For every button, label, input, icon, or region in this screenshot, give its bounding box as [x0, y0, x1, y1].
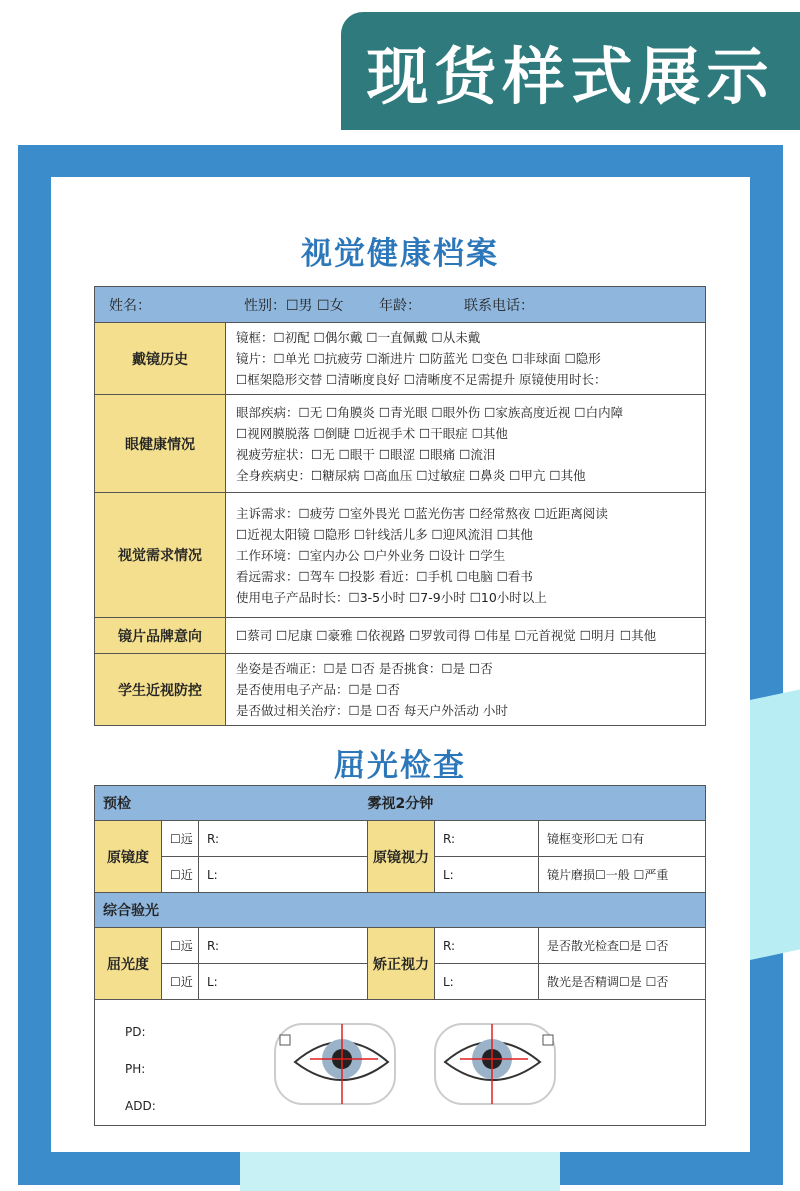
add-field[interactable]: ADD: [125, 1099, 156, 1113]
section-label: 眼健康情况 [95, 395, 226, 493]
section-label: 视觉需求情况 [95, 493, 226, 618]
section-label: 学生近视防控 [95, 654, 226, 726]
left-checkbox-icon[interactable] [280, 1035, 290, 1045]
corr-l-field[interactable]: L: [435, 964, 539, 1000]
option-line[interactable]: 眼部疾病：☐无 ☐角膜炎 ☐青光眼 ☐眼外伤 ☐家族高度近视 ☐白内障 [236, 404, 624, 420]
header-row [95, 287, 706, 323]
astig-check[interactable]: 是否散光检查☐是 ☐否 [539, 928, 706, 964]
option-line[interactable]: 使用电子产品时长：☐3-5小时 ☐7-9小时 ☐10小时以上 [236, 589, 547, 605]
orig-vision-l[interactable]: L: [435, 857, 539, 893]
section-content [226, 395, 706, 493]
pd-field[interactable]: PD: [125, 1025, 146, 1039]
far-checkbox[interactable]: ☐远 [162, 928, 199, 964]
orig-r-field[interactable]: R: [199, 821, 368, 857]
banner-title: 现货样式展示 [366, 39, 775, 113]
section-label: 镜片品牌意向 [95, 618, 226, 654]
lens-wear[interactable]: 镜片磨损☐一般 ☐严重 [539, 857, 706, 893]
phone-field[interactable]: 联系电话： [464, 297, 534, 314]
eye-diagram [270, 1018, 570, 1110]
fog-label: 雾视2分钟 [368, 786, 706, 821]
vision-record-table [94, 286, 706, 726]
option-line[interactable]: ☐近视太阳镜 ☐隐形 ☐针线活儿多 ☐迎风流泪 ☐其他 [236, 526, 533, 542]
section-content [226, 323, 706, 395]
section-label: 戴镜历史 [95, 323, 226, 395]
near-checkbox[interactable]: ☐近 [162, 964, 199, 1000]
option-line[interactable]: 主诉需求：☐疲劳 ☐室外畏光 ☐蓝光伤害 ☐经常熬夜 ☐近距离阅读 [236, 505, 608, 521]
banner [341, 12, 800, 130]
option-line[interactable]: 全身疾病史：☐糖尿病 ☐高血压 ☐过敏症 ☐鼻炎 ☐甲亢 ☐其他 [236, 467, 586, 483]
far-checkbox[interactable]: ☐远 [162, 821, 199, 857]
astig-fine[interactable]: 散光是否精调☐是 ☐否 [539, 964, 706, 1000]
refr-l-field[interactable]: L: [199, 964, 368, 1000]
option-line[interactable]: ☐蔡司 ☐尼康 ☐豪雅 ☐依视路 ☐罗敦司得 ☐伟星 ☐元首视觉 ☐明月 ☐其他 [236, 628, 657, 643]
option-line[interactable]: 看远需求：☐驾车 ☐投影 看近：☐手机 ☐电脑 ☐看书 [236, 568, 533, 584]
right-checkbox-icon[interactable] [543, 1035, 553, 1045]
gender-field[interactable]: 性别：☐男 ☐女 [244, 297, 344, 314]
option-line[interactable]: ☐视网膜脱落 ☐倒睫 ☐近视手术 ☐干眼症 ☐其他 [236, 425, 508, 441]
option-line[interactable]: 镜框：☐初配 ☐偶尔戴 ☐一直佩戴 ☐从未戴 [236, 330, 481, 345]
section-content [226, 618, 706, 654]
title-vision-record: 视觉健康档案 [301, 236, 499, 272]
option-line[interactable]: 镜片：☐单光 ☐抗疲劳 ☐渐进片 ☐防蓝光 ☐变色 ☐非球面 ☐隐形 [236, 351, 601, 366]
combined-label: 综合验光 [95, 893, 706, 928]
refr-r-field[interactable]: R: [199, 928, 368, 964]
precheck-label: 预检 [95, 786, 368, 821]
title-refraction: 屈光检查 [334, 748, 466, 784]
orig-degree-label: 原镜度 [95, 821, 162, 893]
section-content [226, 654, 706, 726]
option-line[interactable]: ☐框架隐形交替 ☐清晰度良好 ☐清晰度不足需提升 原镜使用时长： [236, 372, 607, 387]
frame-deform[interactable]: 镜框变形☐无 ☐有 [539, 821, 706, 857]
orig-vision-r[interactable]: R: [435, 821, 539, 857]
option-line[interactable]: 工作环境：☐室内办公 ☐户外业务 ☐设计 ☐学生 [236, 547, 506, 563]
refraction-label: 屈光度 [95, 928, 162, 1000]
orig-vision-label: 原镜视力 [368, 821, 435, 893]
option-line[interactable]: 视疲劳症状：☐无 ☐眼干 ☐眼涩 ☐眼痛 ☐流泪 [236, 446, 496, 462]
decor-bottom [240, 1150, 560, 1191]
option-line[interactable]: 是否使用电子产品：☐是 ☐否 [236, 682, 400, 697]
name-field[interactable]: 姓名： [109, 297, 151, 314]
corr-r-field[interactable]: R: [435, 928, 539, 964]
left-eye-icon [295, 1024, 388, 1104]
corrected-label: 矫正视力 [368, 928, 435, 1000]
section-content [226, 493, 706, 618]
near-checkbox[interactable]: ☐近 [162, 857, 199, 893]
ph-field[interactable]: PH: [125, 1062, 146, 1076]
right-eye-icon [445, 1024, 540, 1104]
option-line[interactable]: 坐姿是否端正：☐是 ☐否 是否挑食：☐是 ☐否 [236, 661, 493, 676]
orig-l-field[interactable]: L: [199, 857, 368, 893]
age-field[interactable]: 年龄： [379, 297, 421, 314]
option-line[interactable]: 是否做过相关治疗：☐是 ☐否 每天户外活动 小时 [236, 703, 508, 718]
